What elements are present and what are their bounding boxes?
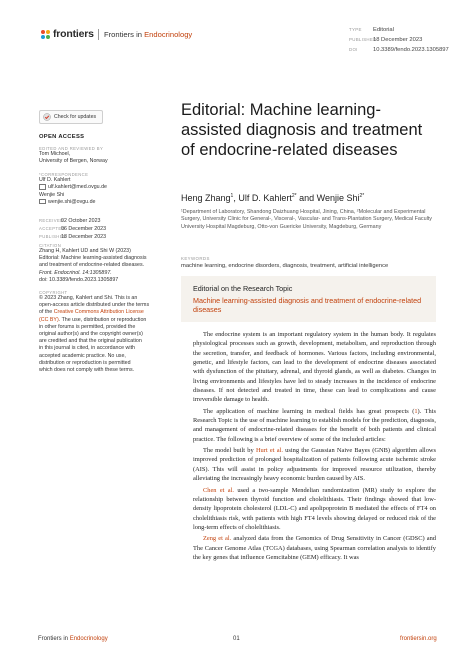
reference-link[interactable]: Hurt et al.: [255, 447, 283, 455]
corr2-name: Wenjie Shi: [39, 191, 65, 198]
received-value: 02 October 2023: [61, 218, 101, 224]
copyright-line: in other forums is permitted, provided the: [39, 323, 136, 330]
citation-label: CITATION: [39, 243, 62, 248]
check-updates-button[interactable]: [39, 110, 103, 124]
copyright-text: of the: [39, 309, 54, 316]
edited-by-block: [39, 146, 108, 165]
doi-value[interactable]: 10.3389/fendo.2023.1305897: [373, 47, 449, 53]
sidebar-published-label: PUBLISHED: [39, 234, 67, 240]
published-value: 18 December 2023: [373, 37, 423, 43]
corr1-email[interactable]: ulf.kahlert@med.ovgu.de: [48, 184, 107, 191]
type-value: Editorial: [373, 27, 394, 33]
body-paragraph: The application of machine learning in medical fields has great prospects (1). This Research Topic is the use of machine learning to establish models for the prediction, diagnosis, and management of endocrine-related diseases for the benefit of both patients and clinical practice. The following is a brief overview of some of the included articles:: [193, 407, 436, 443]
corr1-name: Ulf D. Kahlert: [39, 177, 71, 183]
publisher-logo[interactable]: frontiers: [53, 28, 94, 40]
author-list: [181, 193, 364, 203]
editor-affiliation: University of Bergen, Norway: [39, 158, 108, 165]
citation-line: Front. Endocrinol. 14:1305897.: [39, 269, 112, 276]
open-access-label: OPEN ACCESS: [39, 134, 85, 140]
footer-journal[interactable]: [38, 636, 108, 642]
check-updates-label: Check for updates: [54, 114, 97, 120]
accepted-value: 06 December 2023: [61, 226, 107, 233]
citation-line: Zhang H, Kahlert UD and Shi W (2023): [39, 248, 131, 254]
license-abbrev-link[interactable]: (CC BY): [39, 316, 59, 323]
copyright-label: COPYRIGHT: [39, 290, 68, 295]
copyright-block: [39, 290, 149, 374]
corr2-email[interactable]: wenjie.shi@ovgu.de: [48, 199, 96, 206]
published-label: PUBLISHED: [349, 37, 377, 42]
accepted-label: ACCEPTED: [39, 226, 66, 232]
mail-icon: [39, 199, 46, 205]
author-name[interactable]: and Wenjie Shi: [296, 193, 360, 203]
footer-journal-prefix: Frontiers in: [38, 636, 69, 642]
received-label: RECEIVED: [39, 218, 64, 223]
article-meta: [349, 25, 449, 55]
keywords-label: KEYWORDS: [181, 256, 210, 261]
author-affil-sup: 2*: [291, 193, 297, 199]
copyright-line: open-access article distributed under the terms: [39, 302, 150, 309]
journal-name[interactable]: [104, 30, 192, 39]
copyright-line: in this journal is cited, in accordance with: [39, 345, 135, 352]
body-paragraph: Zeng et al. analyzed data from the Genomics of Drug Sensitivity in Cancer (GDSC) and The Cancer Genome Atlas (TCGA) databases, using Spearman correlation analysis to identify the key genes that influence Gemcitabine (GEM) efficacy. It was: [193, 535, 436, 561]
page-number: 01: [233, 636, 240, 642]
citation-line: Editorial: Machine learning-assisted diagnosis: [39, 255, 147, 262]
journal-title: Endocrinology: [144, 30, 193, 39]
copyright-line: distribution or reproduction is permitted: [39, 359, 131, 366]
dates-block: [39, 217, 106, 242]
correspondence-label: *CORRESPONDENCE: [39, 172, 89, 177]
copyright-line: accepted academic practice. No use,: [39, 352, 126, 359]
mail-icon: [39, 184, 46, 190]
affiliations: ¹Department of Laboratory, Shandong Daizhuang Hospital, Jining, China, ²Molecular and Experimental Surgery, University Clinic for General-, Visceral-, Vascular- and Trans-Plantation Surgery, Medical Faculty University Hospital Magdeburg, Otto-von Guericke University, Magdeburg, Germany: [181, 209, 432, 230]
footer-journal-name: Endocrinology: [69, 636, 108, 642]
sidebar-published-value: 18 December 2023: [61, 234, 107, 241]
journal-prefix: Frontiers in: [104, 30, 142, 39]
author-affil-sup: 1: [230, 193, 234, 199]
type-label: TYPE: [349, 27, 362, 32]
article-body: [193, 330, 436, 562]
copyright-line: © 2023 Zhang, Kahlert and Shi. This is an: [39, 295, 138, 301]
author-affil-sup: 2*: [359, 193, 365, 199]
header-divider: [98, 29, 99, 40]
correspondence-block: [39, 172, 107, 206]
keywords: machine learning, endocrine disorders, diagnosis, treatment, artificial intelligence: [181, 263, 389, 269]
reference-link[interactable]: Chen et al.: [203, 486, 234, 494]
license-link[interactable]: Creative Commons Attribution License: [53, 309, 144, 316]
frontiers-logo-icon: [40, 29, 51, 40]
doi-label: DOI: [349, 47, 358, 52]
citation-line: and treatment of endocrine-related diseases.: [39, 262, 145, 269]
author-name[interactable]: , Ulf D. Kahlert: [233, 193, 292, 203]
reference-link[interactable]: Zeng et al.: [203, 535, 232, 543]
copyright-text: . The use, distribution or reproduction: [58, 316, 147, 323]
copyright-line: are credited and that the original publication: [39, 338, 142, 345]
editor-name: Tom Michoel,: [39, 151, 71, 157]
reference-link[interactable]: 1: [414, 407, 418, 415]
author-name[interactable]: Heng Zhang: [181, 193, 231, 203]
copyright-line: which does not comply with these terms.: [39, 367, 135, 374]
research-topic-link[interactable]: Machine learning-assisted diagnosis and treatment of endocrine-related diseases: [193, 296, 422, 314]
article-title: Editorial: Machine learning-assisted diagnosis and treatment of endocrine-related diseases: [181, 101, 423, 159]
copyright-line: original author(s) and the copyright owner(s): [39, 331, 143, 338]
footer-site-link[interactable]: frontiersin.org: [400, 636, 437, 642]
research-topic-heading: Editorial on the Research Topic: [193, 284, 293, 293]
body-paragraph: The endocrine system is an important regulatory system in the human body. It regulates physiological processes such as growth, development, metabolism, and reproduction through the secretion, transfer, and feedback of hormones. Various factors, including environmental, genetic, and lifestyle factors, can lead to the development of endocrine diseases associated with dysfunction of the pituitary, adrenal, and thyroid glands, as well as diabetes. Changes in living environments and lifestyles have led to steady increases in the incidence of endocrine diseases. If not detected and treated in time, these can lead to complications and cause irreversible damage to health.: [193, 331, 436, 404]
body-paragraph: Chen et al. used a two-sample Mendelian randomization (MR) study to explore the relationship between thyroid function and cholelithiasis. Their findings showed that low-density lipoprotein cholesterol (LDL-C) and apolipoprotein B mediated the effects of FT4 on cholelithiasis risk, with patients with high FT4 levels showing delayed or reduced risk of the long-term effects of cholelithiasis.: [193, 486, 436, 531]
body-paragraph: The model built by Hurt et al. using the Gaussian Naive Bayes (GNB) algorithm allows improved prediction of prolonged hospitalization of patients following acute ischemic stroke (AIS). This will assist in policy adjustments for improved resource utilization, thereby alleviating the increasingly heavy economic burden caused by AIS.: [193, 447, 436, 483]
citation-block: [39, 243, 146, 284]
citation-doi[interactable]: doi: 10.3389/fendo.2023.1305897: [39, 276, 119, 283]
edited-label: EDITED AND REVIEWED BY: [39, 146, 104, 151]
check-updates-icon: [43, 113, 51, 121]
